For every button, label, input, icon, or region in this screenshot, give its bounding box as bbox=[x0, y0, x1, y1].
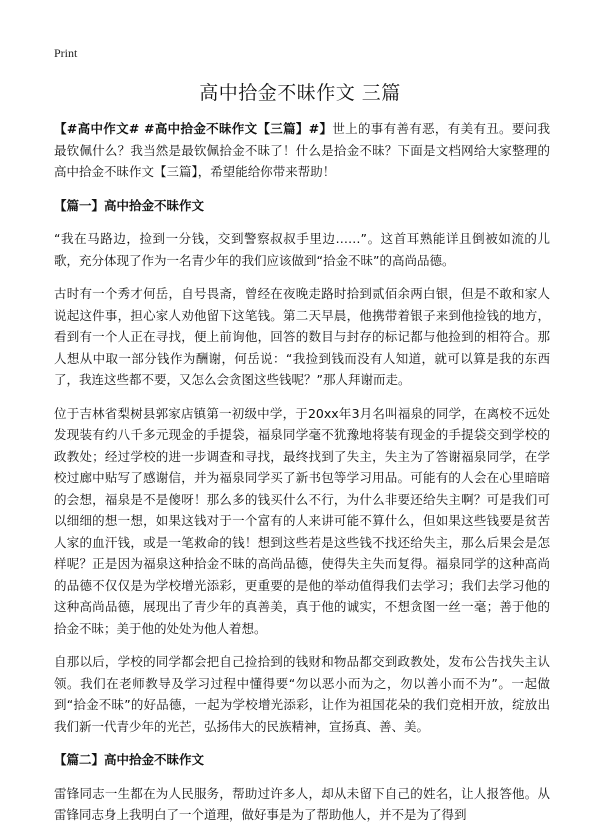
intro-paragraph bbox=[54, 118, 550, 183]
section1-paragraph-4: 自那以后，学校的同学都会把自己捡拾到的钱财和物品都交到政教处，发布公告找失主认领。我们在老师教导及学习过程中懂得要“勿以恶小而为之，勿以善小而不为”。一起做到“拾金不昧”的好品德，一起为学校增光添彩，让作为祖国花朵的我们竞相开放，绽放出我们新一代青少年的光芒，弘扬伟大的民族精神，宣扬真、善、美。 bbox=[54, 654, 550, 734]
print-link[interactable]: Print bbox=[54, 46, 78, 60]
section2-paragraph-1: 雷锋同志一生都在为人民服务，帮助过许多人，却从未留下自己的姓名，让人报答他。从雷锋同志身上我明白了一个道理，做好事是为了帮助他人，并不是为了得到 bbox=[54, 785, 550, 822]
section-heading-2: 【篇二】高中拾金不昧作文 bbox=[54, 752, 205, 767]
section1-paragraph-2: 古时有一个秀才何岳，自号畏斋，曾经在夜晚走路时拾到贰佰余两白银，但是不敢和家人说起这件事，担心家人劝他留下这笔钱。第二天早晨，他携带着银子来到他捡钱的地方，看到有一个人正在寻找，便上前询他，回答的数目与封存的标记都与他捡到的相符合。那人想从中取一部分钱作为酬谢，何岳说：“我捡到钱而没有人知道，就可以算是我的东西了，我连这些都不要，又怎么会贪图这些钱呢？”那人拜谢而走。 bbox=[54, 286, 550, 387]
section1-paragraph-1: “我在马路边，捡到一分钱，交到警察叔叔手里边……”。这首耳熟能详且倒被如流的儿歌，充分体现了作为一名青少年的我们应该做到“拾金不昧”的高尚品德。 bbox=[54, 231, 550, 268]
section-heading-1: 【篇一】高中拾金不昧作文 bbox=[54, 197, 205, 213]
intro-text: 世上的事有善有恶，有美有丑。要问我最钦佩什么？我当然是最钦佩拾金不昧了！什么是拾金不昧？下面是文档网给大家整理的高中拾金不昧作文【三篇】，希望能给你带来帮助！ bbox=[54, 121, 550, 179]
article-body bbox=[54, 118, 550, 838]
intro-tag: 【#高中作文# #高中拾金不昧作文【三篇】#】 bbox=[54, 121, 333, 136]
section1-paragraph-3: 位于吉林省梨树县郭家店镇第一初级中学，于20xx年3月名叫福泉的同学，在离校不远处发现装有约八千多元现金的手提袋，福泉同学毫不犹豫地将装有现金的手提袋交到学校的政教处；经过学校的进一步调查和寻找，最终找到了失主，失主为了答谢福泉同学，在学校过廊中贴写了感谢信，并为福泉同学买了新书包等学习用品。可能有的人会在心里暗暗的会想，福泉是不是傻呀！那么多的钱买什么不行，为什么非要还给失主啊？可是我们可以细细的想一想，如果这钱对于一个富有的人来讲可能不算什么，但如果这些钱要是贫苦人家的血汗钱，或是一笔救命的钱！想到这些若是这些钱不找还给失主，那么后果会是怎样呢？正是因为福泉这种拾金不昧的高尚品德，使得失主失而复得。福泉同学的这种高尚的品德不仅仅是为学校增光添彩，更重要的是他的举动值得我们去学习；我们去学习他的这种高尚品德，展现出了青少年的真善美，真于他的诚实，不想贪图一丝一毫；善于他的拾金不昧；美于他的处处为他人着想。 bbox=[54, 405, 550, 636]
page-title: 高中拾金不昧作文 三篇 bbox=[199, 82, 401, 104]
